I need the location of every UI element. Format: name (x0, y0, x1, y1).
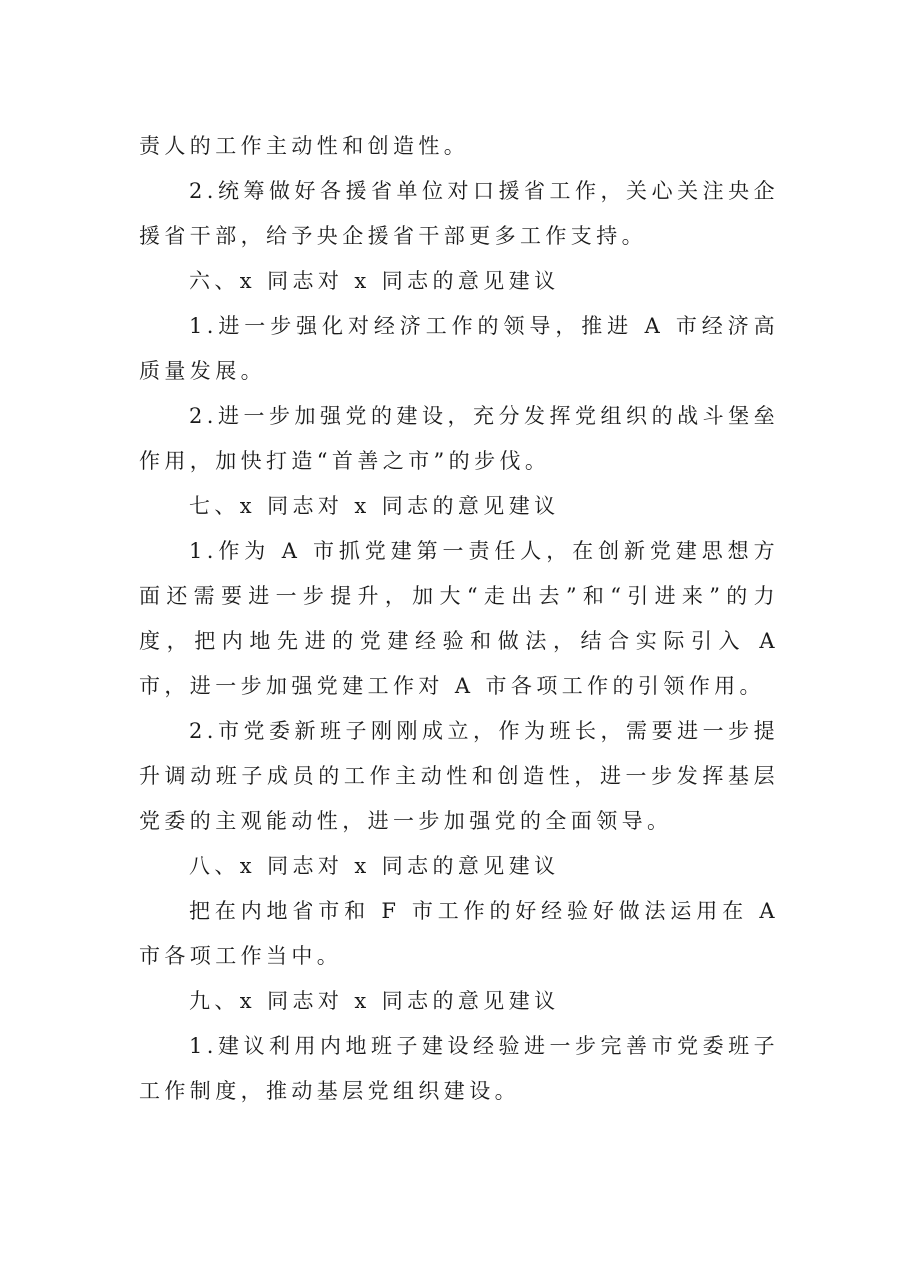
document-body (139, 124, 779, 1114)
paragraph: 2.统筹做好各援省单位对口援省工作，关心关注央企援省干部，给予央企援省干部更多工作支持。 (139, 179, 779, 248)
paragraph: 把在内地省市和 F 市工作的好经验好做法运用在 A 市各项工作当中。 (139, 899, 779, 968)
section-heading: 八、x 同志对 x 同志的意见建议 (189, 854, 560, 878)
section-heading: 九、x 同志对 x 同志的意见建议 (189, 989, 560, 1013)
paragraph: 1.建议利用内地班子建设经验进一步完善市党委班子工作制度，推动基层党组织建设。 (139, 1034, 779, 1103)
section-heading: 六、x 同志对 x 同志的意见建议 (189, 269, 560, 293)
paragraph: 2.进一步加强党的建设，充分发挥党组织的战斗堡垒作用，加快打造“首善之市”的步伐。 (139, 404, 779, 473)
paragraph: 责人的工作主动性和创造性。 (139, 134, 470, 158)
section-heading: 七、x 同志对 x 同志的意见建议 (189, 494, 560, 518)
paragraph: 1.进一步强化对经济工作的领导，推进 A 市经济高质量发展。 (139, 314, 779, 383)
paragraph: 2.市党委新班子刚刚成立，作为班长，需要进一步提升调动班子成员的工作主动性和创造性，进一步发挥基层党委的主观能动性，进一步加强党的全面领导。 (139, 719, 779, 833)
paragraph: 1.作为 A 市抓党建第一责任人，在创新党建思想方面还需要进一步提升，加大“走出去”和“引进来”的力度，把内地先进的党建经验和做法，结合实际引入 A 市，进一步加强党建工作对 A 市各项工作的引领作用。 (139, 539, 779, 698)
